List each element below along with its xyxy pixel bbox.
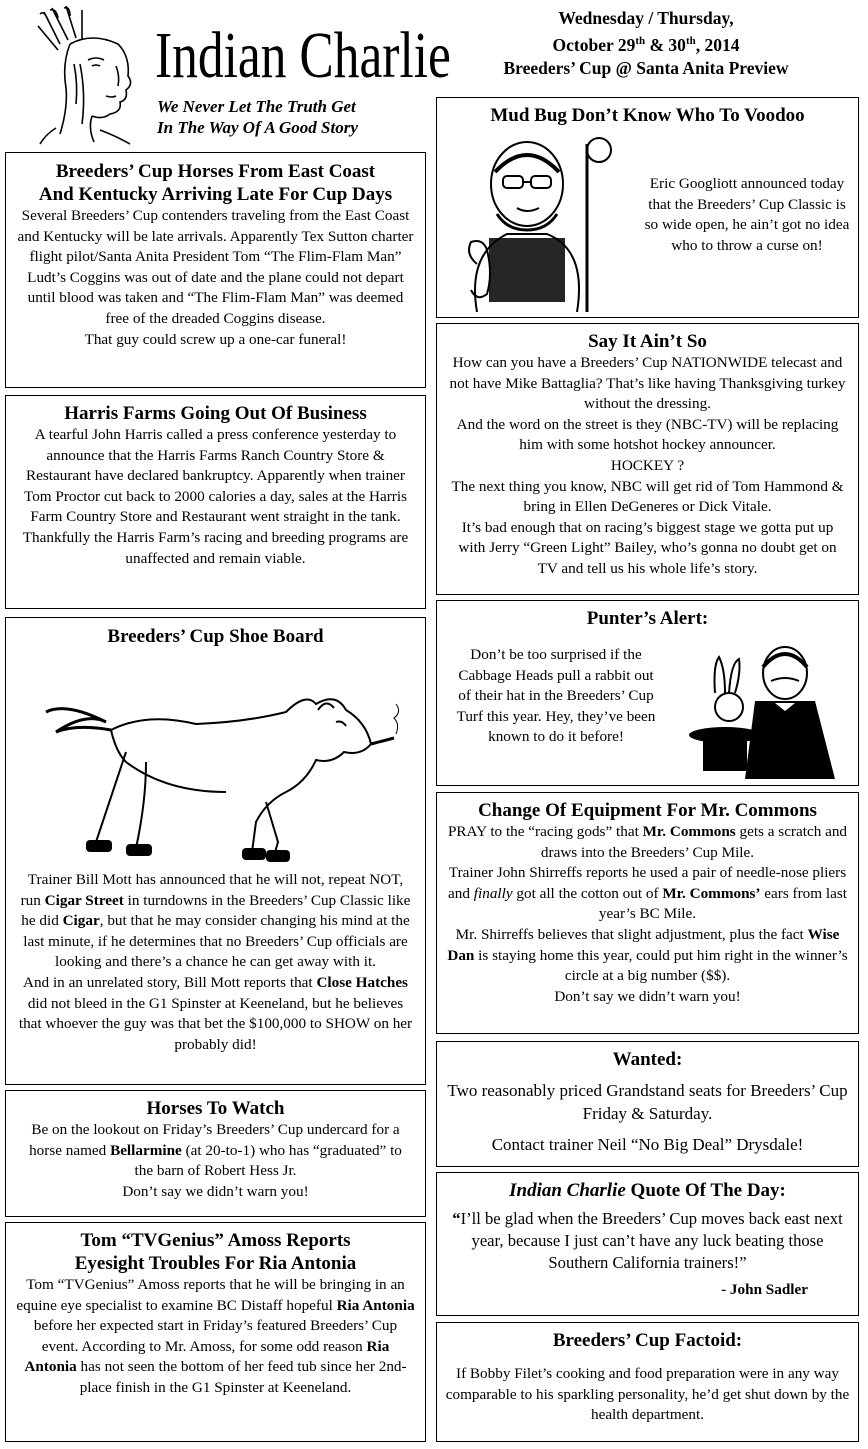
horse-name: Close Hatches bbox=[316, 973, 408, 991]
article-paragraph-3 bbox=[445, 925, 850, 987]
title-italic: Indian Charlie bbox=[509, 1180, 626, 1201]
text: has not seen the bottom of her feed tub since her 2nd-place finish in the G1 Spinster at Keeneland. bbox=[76, 1358, 407, 1396]
article-body bbox=[16, 1275, 415, 1399]
text: , but that he may consider changing his mind at the last minute, if he determines that no Breeders’ Cup officials are looking and there’s a chance he can get away with it. bbox=[23, 912, 410, 971]
article-paragraph-5: It’s bad enough that on racing’s biggest stage we gotta put up with Jerry “Green Light” Bailey, who’s gonna no doubt get on TV and tell us his whole life’s story. bbox=[458, 518, 837, 577]
article-title: Mud Bug Don’t Know Who To Voodoo bbox=[490, 105, 805, 126]
horse-cartoon-illustration bbox=[16, 652, 415, 870]
horse-name: Ria Antonia bbox=[24, 1337, 390, 1376]
article-closing: Thankfully the Harris Farm’s racing and breeding programs are unaffected and remain viable. bbox=[22, 528, 409, 567]
horse-name: Mr. Commons’ bbox=[662, 884, 761, 902]
text: did not bleed in the G1 Spinster at Keeneland, but he believes that whoever the guy was that bet the $100,000 to SHOW on her probably did! bbox=[18, 994, 413, 1053]
title-line-2: Eyesight Troubles For Ria Antonia bbox=[74, 1253, 357, 1274]
horse-name: Cigar Street bbox=[44, 891, 124, 909]
article-title: Breeders’ Cup Factoid: bbox=[552, 1330, 743, 1351]
article-title: Harris Farms Going Out Of Business bbox=[64, 403, 367, 424]
article-title: Say It Ain’t So bbox=[588, 331, 707, 352]
masthead-title: Indian Charlie bbox=[155, 19, 451, 92]
text: Mr. Shirreffs believes that slight adjustment, plus the fact bbox=[455, 925, 808, 943]
quote-attribution: - John Sadler bbox=[721, 1281, 808, 1298]
article-title bbox=[16, 160, 415, 206]
article-closing: That guy could screw up a one-car funeral! bbox=[84, 330, 347, 348]
text: is staying home this year, could put him right in the winner’s circle at a big number ($$). bbox=[474, 946, 848, 985]
article-paragraph-2: Contact trainer Neil “No Big Deal” Drysdale! bbox=[491, 1135, 804, 1154]
horse-name: Mr. Commons bbox=[642, 823, 736, 840]
article-title: Punter’s Alert: bbox=[586, 608, 709, 629]
title-line-1: Tom “TVGenius” Amoss Reports bbox=[80, 1230, 351, 1251]
text: before her expected start in Friday’s featured Breeders’ Cup event. According to Mr. Amoss, for some odd reason bbox=[33, 1317, 398, 1355]
article-paragraph-1: How can you have a Breeders’ Cup NATIONWIDE telecast and not have Mike Battaglia? That’s like having Thanksgiving turkey without the dressing. bbox=[449, 354, 846, 413]
article-punters-alert bbox=[436, 600, 859, 786]
dateline-date bbox=[436, 30, 856, 57]
article-title: Breeders’ Cup Shoe Board bbox=[107, 626, 324, 647]
dateline bbox=[436, 7, 856, 80]
quote-body bbox=[447, 1208, 848, 1274]
article-body: A tearful John Harris called a press conference yesterday to announce that the Harris Farms Ranch Country Store & Restaurant have declared bankruptcy. Apparently when trainer Tom Proctor cut back to 2000 calories a day, sales at the Harris Farm Country Store and Restaurant went straight in the tank. bbox=[23, 426, 407, 526]
magician-rabbit-cartoon-illustration bbox=[685, 645, 845, 779]
article-title: Wanted: bbox=[612, 1049, 683, 1070]
text: (at 20-to-1) who has “graduated” to the barn of Robert Hess Jr. bbox=[134, 1141, 402, 1180]
article-body: Eric Googliott announced today that the Breeders’ Cup Classic is so wide open, he ain’t got no idea who to throw a curse on! bbox=[644, 175, 850, 254]
text: in turndowns in the Breeders’ Cup Classic like he did bbox=[21, 891, 411, 930]
article-paragraph-2 bbox=[445, 863, 850, 925]
date-month: October 29 bbox=[552, 34, 636, 55]
article-body: If Bobby Filet’s cooking and food preparation were in any way comparable to his sparkling personality, he’d get shut down by the health department. bbox=[445, 1365, 850, 1424]
text: got all the cotton out of bbox=[512, 884, 663, 902]
horse-name: Ria Antonia bbox=[336, 1296, 415, 1314]
article-closing: Don’t say we didn’t warn you! bbox=[122, 1182, 309, 1200]
date-suffix-1: th bbox=[635, 35, 646, 47]
masthead-tagline bbox=[157, 96, 358, 138]
article-factoid bbox=[436, 1322, 859, 1442]
masthead-logo-indian-head bbox=[30, 4, 150, 146]
text: Trainer John Shirreffs reports he used a pair of needle-nose pliers and bbox=[448, 864, 847, 902]
article-body bbox=[18, 1120, 413, 1182]
article-body: Several Breeders’ Cup contenders traveling from the East Coast and Kentucky will be late arrivals. Apparently Tex Sutton charter flight pilot/Santa Anita President Tom “The Flim-Flam Man” Ludt’s Coggins was out of date and the plane could not depart until blood was taken and “The Flim-Flam Man” was deemed free of the dreaded Coggins disease. bbox=[17, 207, 414, 327]
article-quote-of-the-day bbox=[436, 1172, 859, 1316]
article-change-of-equipment bbox=[436, 792, 859, 1034]
article-title: Change Of Equipment For Mr. Commons bbox=[478, 800, 817, 821]
text: ears from last year’s BC Mile. bbox=[598, 884, 847, 923]
article-shoe-board bbox=[5, 617, 426, 1085]
date-suffix-2: th bbox=[685, 35, 696, 47]
article-paragraph-2: And the word on the street is they (NBC-TV) will be replacing him with some hotshot hockey announcer. bbox=[456, 415, 839, 454]
open-quote: “ bbox=[452, 1209, 461, 1228]
article-mud-bug bbox=[436, 97, 859, 318]
dateline-days: Wednesday / Thursday, bbox=[558, 8, 734, 28]
article-closing: Don’t say we didn’t warn you! bbox=[554, 987, 741, 1005]
quote-text: I’ll be glad when the Breeders’ Cup moves back east next year, because I just can’t have any luck beating those Southern California trainers!” bbox=[460, 1209, 843, 1272]
article-paragraph-3: HOCKEY ? bbox=[610, 456, 685, 474]
title-rest: Quote Of The Day: bbox=[625, 1180, 786, 1201]
text: Be on the lookout on Friday’s Breeders’ Cup undercard for a horse named bbox=[29, 1121, 400, 1159]
text: Tom “TVGenius” Amoss reports that he will be bringing in an equine eye specialist to examine BC Distaff hopeful bbox=[16, 1276, 405, 1314]
article-paragraph-1 bbox=[16, 870, 415, 973]
article-harris-farms bbox=[5, 395, 426, 609]
text: gets a scratch and draws into the Breeders’ Cup Mile. bbox=[540, 823, 848, 861]
article-wanted bbox=[436, 1041, 859, 1167]
date-mid: & 30 bbox=[645, 34, 686, 55]
article-say-it-aint-so bbox=[436, 323, 859, 595]
horse-name: Bellarmine bbox=[110, 1141, 182, 1159]
text: PRAY to the “racing gods” that bbox=[447, 823, 643, 840]
title-line-2: And Kentucky Arriving Late For Cup Days bbox=[38, 184, 393, 205]
date-year: , 2014 bbox=[695, 34, 740, 55]
horse-name: Wise Dan bbox=[447, 925, 840, 964]
text: And in an unrelated story, Bill Mott reports that bbox=[23, 973, 317, 991]
emphasis: finally bbox=[473, 884, 513, 902]
text: Trainer Bill Mott has announced that he will not, repeat NOT, run bbox=[20, 871, 404, 909]
article-title bbox=[16, 1229, 415, 1275]
article-body: Don’t be too surprised if the Cabbage Heads pull a rabbit out of their hat in the Breeders’ Cup Turf this year. Hey, they’ve been known to do it before! bbox=[456, 646, 656, 746]
article-paragraph-2 bbox=[16, 973, 415, 1055]
article-title: Horses To Watch bbox=[146, 1098, 285, 1119]
article-horses-to-watch bbox=[5, 1090, 426, 1217]
article-paragraph-4: The next thing you know, NBC will get rid of Tom Hammond & bring in Ellen DeGeneres or Dick Vitale. bbox=[451, 477, 844, 516]
tagline-line-2: In The Way Of A Good Story bbox=[157, 118, 358, 137]
voodoo-man-cartoon-illustration bbox=[447, 134, 637, 312]
horse-name: Cigar bbox=[62, 912, 100, 930]
article-east-coast bbox=[5, 152, 426, 388]
article-paragraph-1: Two reasonably priced Grandstand seats for Breeders’ Cup Friday & Saturday. bbox=[447, 1081, 848, 1123]
article-title bbox=[447, 1179, 848, 1202]
title-line-1: Breeders’ Cup Horses From East Coast bbox=[55, 161, 376, 182]
article-amoss bbox=[5, 1222, 426, 1442]
tagline-line-1: We Never Let The Truth Get bbox=[157, 97, 356, 116]
article-paragraph-1 bbox=[445, 822, 850, 863]
dateline-event: Breeders’ Cup @ Santa Anita Preview bbox=[503, 57, 789, 78]
